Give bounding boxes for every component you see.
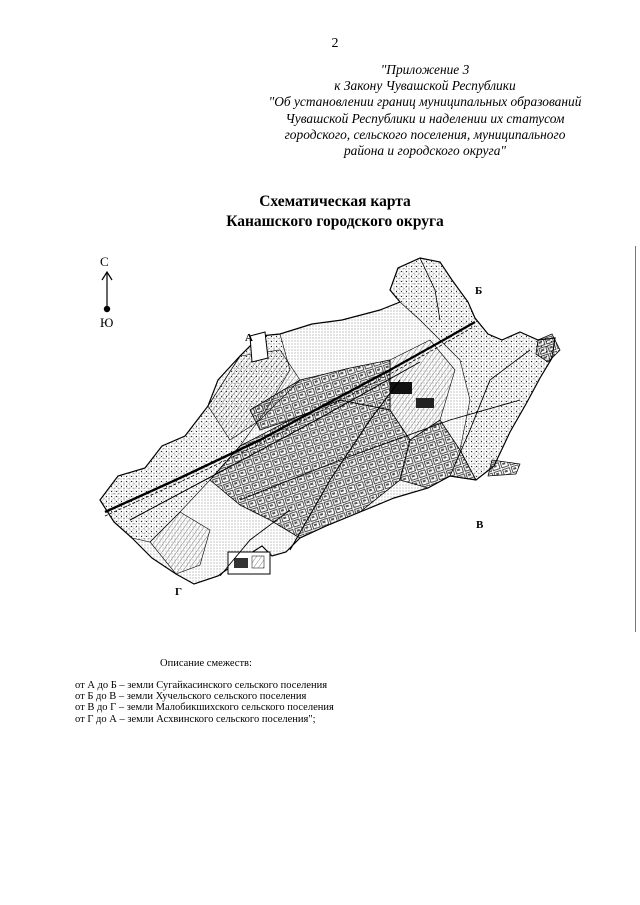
adjacency-row: от Г до А – земли Асхвинского сельского поселения"; (75, 713, 316, 725)
map-point-v: В (476, 519, 484, 531)
appendix-line: к Закону Чувашской Республики (334, 78, 516, 94)
page-number: 2 (331, 36, 339, 51)
map-title (0, 192, 640, 232)
map-title-line-1: Схематическая карта (259, 193, 411, 210)
appendix-line: района и городского округа" (343, 143, 507, 159)
appendix-line: "Приложение 3 (380, 62, 470, 77)
adjacency-title: Описание смежеств: (160, 658, 252, 669)
appendix-line: Чувашской Республики и наделении их статусом (285, 110, 565, 126)
appendix-header (250, 62, 600, 159)
adjacency-row: от А до Б – земли Сугайкасинского сельского поселения (75, 680, 328, 691)
appendix-line: городского, сельского поселения, муниципального (284, 126, 566, 142)
adjacency-row: от Б до В – земли Хучельского сельского поселения (75, 691, 307, 703)
map-point-a: А (245, 332, 253, 344)
map-point-b: Б (475, 285, 483, 297)
map-title-line-2: Канашского городского округа (226, 213, 444, 230)
compass-north-label: С (100, 254, 109, 269)
compass-south-label: Ю (100, 315, 114, 330)
adjacency-row: от В до Г – земли Малобикшихского сельского поселения (75, 702, 334, 714)
district-map (90, 250, 570, 600)
map-point-g: Г (175, 586, 182, 598)
appendix-line: "Об установлении границ муниципальных образований (268, 94, 582, 110)
page-edge-line (635, 246, 636, 632)
adjacency-list (75, 680, 334, 725)
